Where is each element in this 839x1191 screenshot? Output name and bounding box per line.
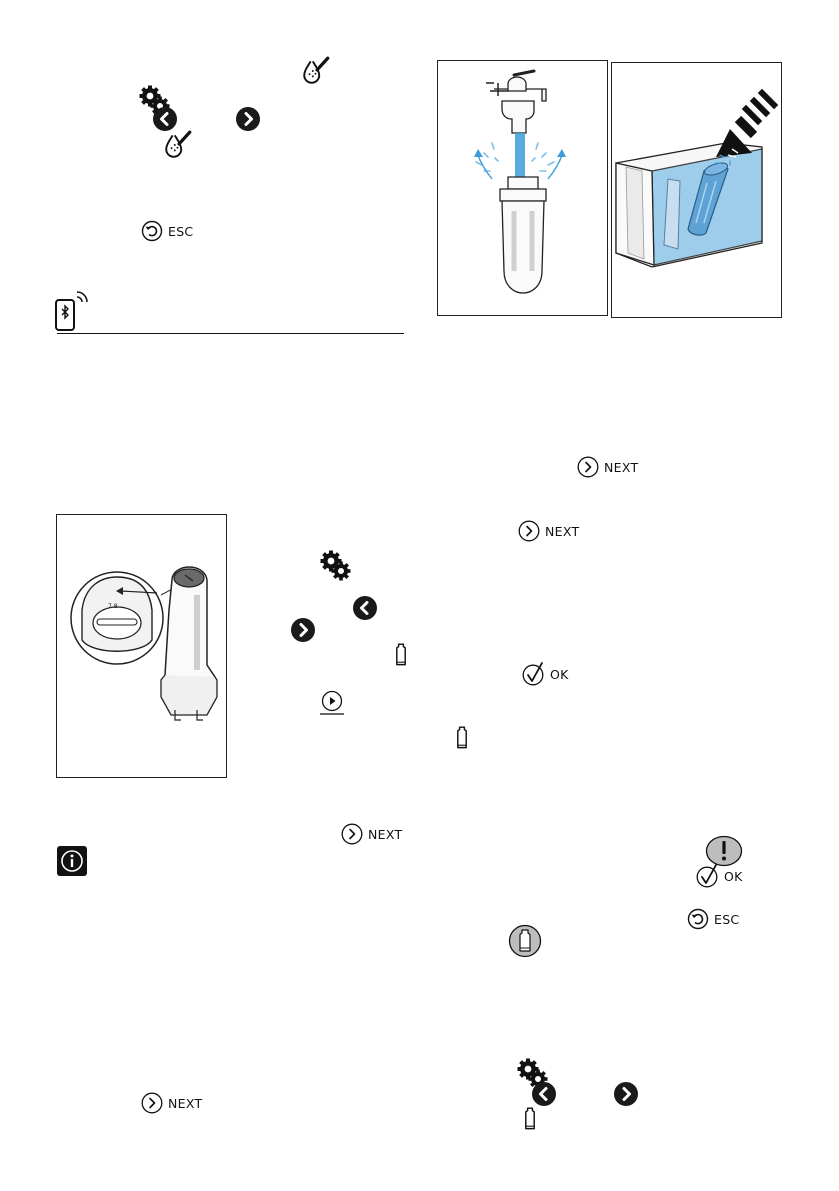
info-icon bbox=[57, 846, 87, 876]
drop-filter-icon bbox=[163, 130, 193, 160]
smartphone-bluetooth-icon bbox=[53, 288, 95, 332]
next-arrow-icon bbox=[518, 520, 540, 542]
drop-filter-icon bbox=[301, 56, 331, 86]
gear-icon bbox=[320, 550, 352, 582]
chevron-right-icon bbox=[236, 107, 260, 131]
ok-check-icon bbox=[696, 863, 720, 889]
next-label: NEXT bbox=[545, 523, 580, 539]
tap-rinse-illustration bbox=[437, 60, 608, 316]
esc-back-icon bbox=[141, 220, 163, 242]
next-indicator bbox=[577, 456, 638, 478]
chevron-left-icon bbox=[153, 107, 177, 131]
cartridge-icon bbox=[395, 643, 407, 667]
cartridge-badge-icon bbox=[508, 924, 542, 958]
chevron-right-icon bbox=[614, 1082, 638, 1106]
ok-check-icon bbox=[522, 661, 546, 687]
cartridge-icon bbox=[456, 726, 468, 750]
chevron-left-icon bbox=[353, 596, 377, 620]
next-indicator bbox=[341, 823, 402, 845]
next-arrow-icon bbox=[577, 456, 599, 478]
next-indicator bbox=[141, 1092, 202, 1114]
next-label: NEXT bbox=[604, 459, 639, 475]
section-divider bbox=[57, 333, 404, 334]
ok-indicator bbox=[696, 863, 743, 889]
esc-indicator bbox=[141, 220, 193, 242]
esc-label: ESC bbox=[714, 911, 740, 927]
play-icon bbox=[319, 689, 345, 715]
svg-text:7 8: 7 8 bbox=[108, 603, 118, 610]
cartridge-icon bbox=[524, 1107, 536, 1131]
next-arrow-icon bbox=[141, 1092, 163, 1114]
tank-insert-illustration bbox=[611, 62, 782, 318]
esc-back-icon bbox=[687, 908, 709, 930]
esc-indicator bbox=[687, 908, 739, 930]
chevron-right-icon bbox=[291, 618, 315, 642]
filter-cartridge-illustration bbox=[56, 514, 227, 778]
ok-indicator bbox=[522, 661, 569, 687]
next-label: NEXT bbox=[368, 826, 403, 842]
next-arrow-icon bbox=[341, 823, 363, 845]
ok-label: OK bbox=[550, 666, 569, 682]
esc-label: ESC bbox=[168, 223, 194, 239]
chevron-left-icon bbox=[532, 1082, 556, 1106]
ok-label: OK bbox=[724, 868, 743, 884]
next-indicator bbox=[518, 520, 579, 542]
next-label: NEXT bbox=[168, 1095, 203, 1111]
